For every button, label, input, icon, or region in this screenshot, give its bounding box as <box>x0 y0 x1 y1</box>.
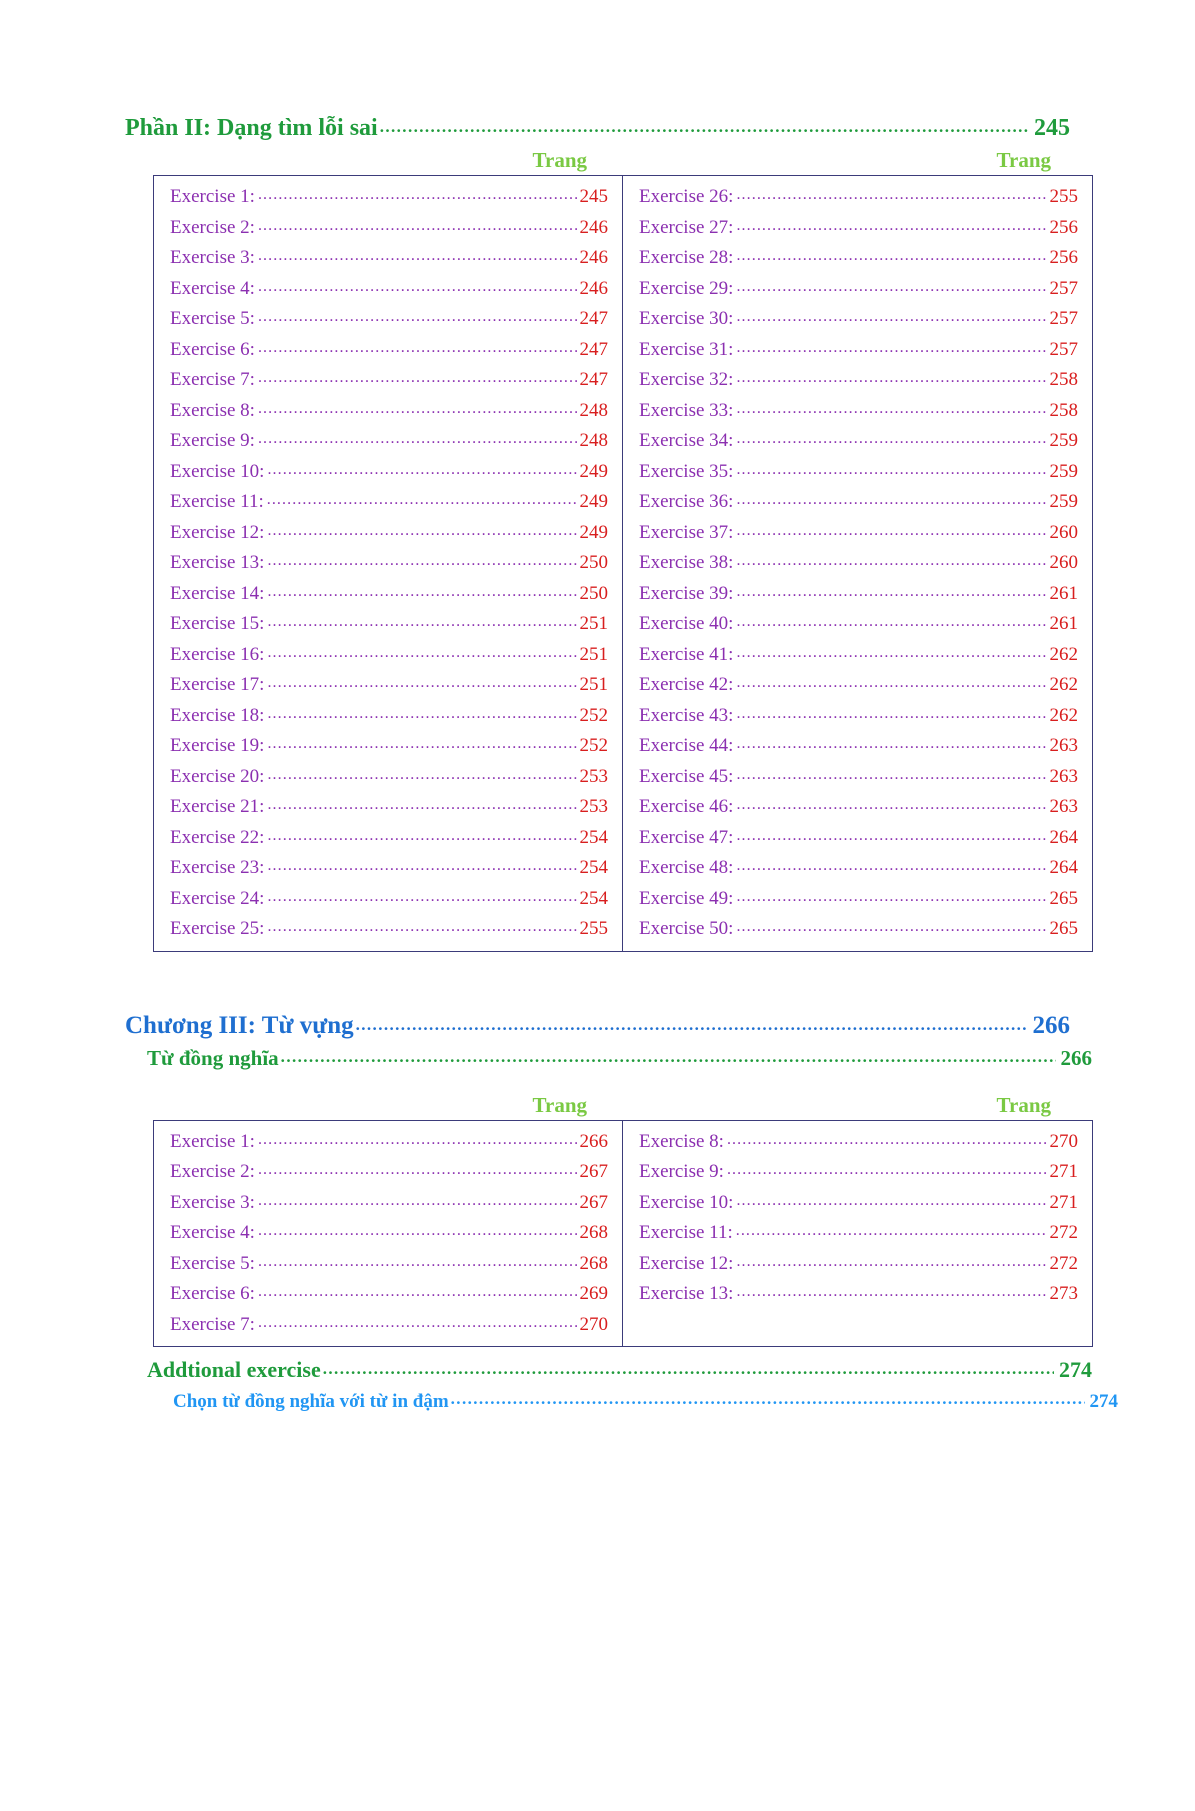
exercise-label: Exercise 8: <box>639 1130 724 1152</box>
column-header-trang-left: Trang <box>532 148 587 172</box>
dot-leader <box>727 1155 1047 1185</box>
list-item[interactable] <box>154 457 622 488</box>
exercise-page: 261 <box>1049 613 1078 634</box>
dot-leader <box>258 180 577 210</box>
dot-leader <box>258 302 577 332</box>
list-item[interactable] <box>154 792 622 823</box>
list-item[interactable] <box>623 762 1092 793</box>
exercise-page: 262 <box>1049 674 1078 695</box>
exercise-page: 255 <box>579 918 608 939</box>
exercise-page: 245 <box>579 186 608 207</box>
list-item[interactable] <box>623 213 1092 244</box>
exercise-page: 259 <box>1049 491 1078 512</box>
exercise-label: Exercise 17: <box>170 674 265 695</box>
heading-addtional-exercise-label: Addtional exercise <box>147 1357 321 1382</box>
exercise-page: 272 <box>1049 1252 1078 1274</box>
dot-leader <box>267 729 576 759</box>
exercise-label: Exercise 37: <box>639 521 734 543</box>
exercise-label: Exercise 5: <box>170 1252 255 1274</box>
list-item[interactable] <box>623 487 1092 518</box>
dot-leader <box>736 272 1046 302</box>
list-item[interactable] <box>623 335 1092 366</box>
exercise-label: Exercise 36: <box>639 491 734 512</box>
list-item[interactable] <box>623 609 1092 640</box>
dot-leader <box>258 1216 577 1246</box>
dot-leader <box>736 607 1046 637</box>
exercise-label: Exercise 25: <box>170 918 265 939</box>
dot-leader <box>258 363 577 393</box>
exercise-page: 246 <box>579 216 608 238</box>
dot-leader <box>736 699 1046 729</box>
dot-leader <box>258 1277 577 1307</box>
dot-leader <box>258 272 577 302</box>
dot-leader <box>281 1047 1056 1067</box>
exercise-label: Exercise 3: <box>170 1191 255 1213</box>
exercise-page: 250 <box>579 552 608 573</box>
list-item[interactable] <box>154 670 622 701</box>
exercise-page: 246 <box>579 277 608 299</box>
list-item[interactable] <box>154 1127 622 1158</box>
dot-leader <box>736 1216 1047 1246</box>
list-item[interactable] <box>154 701 622 732</box>
exercise-label: Exercise 1: <box>170 186 255 207</box>
exercise-page: 262 <box>1049 643 1078 665</box>
dot-leader <box>736 729 1046 759</box>
exercise-page: 268 <box>579 1222 608 1243</box>
dot-leader <box>736 333 1046 363</box>
exercise-label: Exercise 7: <box>170 369 255 390</box>
dot-leader <box>736 394 1046 424</box>
exercise-page: 247 <box>579 369 608 390</box>
list-item[interactable] <box>154 884 622 915</box>
exercise-label: Exercise 14: <box>170 582 265 604</box>
dot-leader <box>267 577 576 607</box>
exercise-column-left <box>154 1121 623 1347</box>
list-item[interactable] <box>623 426 1092 457</box>
exercise-page: 259 <box>1049 430 1078 451</box>
dot-leader <box>736 851 1046 881</box>
list-item[interactable] <box>623 1157 1092 1188</box>
dot-leader <box>736 546 1046 576</box>
list-item[interactable] <box>623 1279 1092 1310</box>
exercise-page: 247 <box>579 338 608 360</box>
dot-leader <box>736 882 1046 912</box>
list-item[interactable] <box>154 1188 622 1219</box>
exercise-page: 256 <box>1049 247 1078 268</box>
column-headers-chapter-3 <box>153 1093 1093 1118</box>
exercise-page: 249 <box>579 460 608 482</box>
exercise-label: Exercise 26: <box>639 186 734 207</box>
exercise-label: Exercise 1: <box>170 1130 255 1152</box>
exercise-label: Exercise 35: <box>639 460 734 482</box>
list-item[interactable] <box>154 548 622 579</box>
exercise-label: Exercise 32: <box>639 369 734 390</box>
exercise-column-right <box>623 176 1092 951</box>
exercise-page: 257 <box>1049 277 1078 299</box>
exercise-label: Exercise 10: <box>639 1191 734 1213</box>
exercise-label: Exercise 41: <box>639 643 734 665</box>
dot-leader <box>727 1125 1047 1155</box>
dot-leader <box>736 211 1046 241</box>
list-item[interactable] <box>154 853 622 884</box>
heading-tu-dong-nghia-label: Từ đồng nghĩa <box>147 1045 279 1070</box>
dot-leader <box>736 912 1046 942</box>
dot-leader <box>258 424 577 454</box>
exercise-page: 267 <box>579 1161 608 1182</box>
list-item[interactable] <box>154 762 622 793</box>
exercise-label: Exercise 34: <box>639 430 734 451</box>
exercise-label: Exercise 43: <box>639 704 734 726</box>
exercise-table-part-2 <box>153 175 1093 952</box>
exercise-page: 253 <box>579 765 608 787</box>
heading-part-2[interactable] <box>125 115 1070 142</box>
list-item[interactable] <box>623 792 1092 823</box>
dot-leader <box>356 1015 1028 1035</box>
dot-leader <box>323 1359 1054 1379</box>
exercise-page: 252 <box>579 704 608 726</box>
dot-leader <box>267 607 576 637</box>
list-item[interactable] <box>154 1279 622 1310</box>
list-item[interactable] <box>623 396 1092 427</box>
list-item[interactable] <box>154 365 622 396</box>
exercise-label: Exercise 9: <box>170 430 255 451</box>
exercise-label: Exercise 40: <box>639 613 734 634</box>
exercise-page: 267 <box>579 1191 608 1213</box>
dot-leader <box>736 821 1046 851</box>
exercise-page: 271 <box>1049 1161 1078 1182</box>
dot-leader <box>736 180 1046 210</box>
exercise-page: 257 <box>1049 308 1078 329</box>
dot-leader <box>258 394 577 424</box>
list-item[interactable] <box>623 701 1092 732</box>
exercise-label: Exercise 33: <box>639 399 734 421</box>
list-item[interactable] <box>154 518 622 549</box>
dot-leader <box>736 790 1046 820</box>
exercise-label: Exercise 22: <box>170 826 265 848</box>
exercise-column-left <box>154 176 623 951</box>
list-item[interactable] <box>623 548 1092 579</box>
exercise-table-chapter-3 <box>153 1120 1093 1348</box>
exercise-label: Exercise 19: <box>170 735 265 756</box>
exercise-page: 272 <box>1049 1222 1078 1243</box>
dot-leader <box>736 424 1046 454</box>
dot-leader <box>258 1308 577 1338</box>
exercise-page: 261 <box>1049 582 1078 604</box>
exercise-label: Exercise 2: <box>170 1161 255 1182</box>
exercise-page: 263 <box>1049 796 1078 817</box>
list-item[interactable] <box>623 640 1092 671</box>
list-item[interactable] <box>154 1310 622 1341</box>
exercise-page: 252 <box>579 735 608 756</box>
dot-leader <box>258 211 577 241</box>
exercise-label: Exercise 29: <box>639 277 734 299</box>
exercise-label: Exercise 11: <box>639 1222 733 1243</box>
dot-leader <box>267 851 576 881</box>
exercise-page: 251 <box>579 613 608 634</box>
dot-leader <box>267 638 576 668</box>
dot-leader <box>736 516 1046 546</box>
list-item[interactable] <box>154 640 622 671</box>
list-item[interactable] <box>623 457 1092 488</box>
heading-chapter-3-page: 266 <box>1032 1011 1070 1039</box>
heading-part-2-label: Phần II: Dạng tìm lỗi sai <box>125 115 378 141</box>
list-item[interactable] <box>154 274 622 305</box>
exercise-label: Exercise 12: <box>639 1252 734 1274</box>
exercise-page: 248 <box>579 399 608 421</box>
exercise-page: 247 <box>579 308 608 329</box>
exercise-label: Exercise 49: <box>639 887 734 909</box>
list-item[interactable] <box>623 731 1092 762</box>
exercise-label: Exercise 6: <box>170 1283 255 1304</box>
exercise-page: 265 <box>1049 887 1078 909</box>
exercise-page: 264 <box>1049 826 1078 848</box>
list-item[interactable] <box>623 243 1092 274</box>
exercise-label: Exercise 45: <box>639 765 734 787</box>
exercise-label: Exercise 28: <box>639 247 734 268</box>
exercise-page: 254 <box>579 857 608 878</box>
exercise-page: 259 <box>1049 460 1078 482</box>
heading-tu-dong-nghia[interactable] <box>125 1046 1092 1071</box>
spacer <box>125 1071 1070 1089</box>
exercise-page: 255 <box>1049 186 1078 207</box>
list-item[interactable] <box>623 274 1092 305</box>
exercise-page: 249 <box>579 521 608 543</box>
list-item[interactable] <box>154 731 622 762</box>
exercise-label: Exercise 39: <box>639 582 734 604</box>
exercise-label: Exercise 42: <box>639 674 734 695</box>
exercise-label: Exercise 15: <box>170 613 265 634</box>
dot-leader <box>451 1389 1085 1409</box>
exercise-page: 262 <box>1049 704 1078 726</box>
exercise-label: Exercise 12: <box>170 521 265 543</box>
dot-leader <box>267 821 576 851</box>
dot-leader <box>258 1125 577 1155</box>
dot-leader <box>258 1155 577 1185</box>
exercise-page: 251 <box>579 674 608 695</box>
list-item[interactable] <box>623 579 1092 610</box>
exercise-page: 271 <box>1049 1191 1078 1213</box>
exercise-label: Exercise 50: <box>639 918 734 939</box>
dot-leader <box>258 333 577 363</box>
exercise-label: Exercise 16: <box>170 643 265 665</box>
exercise-page: 270 <box>1049 1130 1078 1152</box>
dot-leader <box>258 241 577 271</box>
exercise-page: 254 <box>579 887 608 909</box>
column-header-trang-right: Trang <box>996 1092 1051 1117</box>
dot-leader <box>736 363 1046 393</box>
exercise-page: 249 <box>579 491 608 512</box>
heading-chon-tu-dong-nghia-page: 274 <box>1089 1391 1118 1412</box>
exercise-label: Exercise 18: <box>170 704 265 726</box>
list-item[interactable] <box>623 1218 1092 1249</box>
exercise-page: 263 <box>1049 735 1078 756</box>
dot-leader <box>267 485 577 515</box>
dot-leader <box>267 699 576 729</box>
exercise-label: Exercise 46: <box>639 796 734 817</box>
exercise-label: Exercise 44: <box>639 735 734 756</box>
exercise-label: Exercise 31: <box>639 338 734 360</box>
column-header-trang-left: Trang <box>532 1092 587 1117</box>
exercise-label: Exercise 8: <box>170 399 255 421</box>
list-item[interactable] <box>154 1157 622 1188</box>
list-item[interactable] <box>154 182 622 213</box>
heading-addtional-exercise-page: 274 <box>1059 1357 1092 1382</box>
dot-leader <box>736 760 1046 790</box>
exercise-label: Exercise 23: <box>170 857 265 878</box>
exercise-page: 258 <box>1049 399 1078 421</box>
exercise-page: 248 <box>579 430 608 451</box>
exercise-label: Exercise 7: <box>170 1313 255 1335</box>
exercise-page: 256 <box>1049 216 1078 238</box>
dot-leader <box>267 912 576 942</box>
exercise-label: Exercise 10: <box>170 460 265 482</box>
exercise-label: Exercise 21: <box>170 796 265 817</box>
list-item[interactable] <box>623 1249 1092 1280</box>
exercise-label: Exercise 20: <box>170 765 265 787</box>
exercise-label: Exercise 47: <box>639 826 734 848</box>
exercise-page: 251 <box>579 643 608 665</box>
exercise-page: 270 <box>579 1313 608 1335</box>
heading-addtional-exercise[interactable] <box>125 1357 1092 1383</box>
list-item[interactable] <box>623 304 1092 335</box>
exercise-page: 264 <box>1049 857 1078 878</box>
column-header-trang-right: Trang <box>996 148 1051 172</box>
list-item[interactable] <box>623 914 1092 945</box>
list-item[interactable] <box>623 823 1092 854</box>
exercise-label: Exercise 5: <box>170 308 255 329</box>
list-item[interactable] <box>154 304 622 335</box>
heading-tu-dong-nghia-page: 266 <box>1060 1045 1092 1070</box>
heading-part-2-page: 245 <box>1034 115 1070 141</box>
list-item[interactable] <box>154 396 622 427</box>
exercise-page: 258 <box>1049 369 1078 390</box>
list-item[interactable] <box>154 426 622 457</box>
heading-chapter-3[interactable] <box>125 1012 1070 1040</box>
exercise-label: Exercise 13: <box>639 1283 734 1304</box>
dot-leader <box>736 241 1046 271</box>
exercise-page: 250 <box>579 582 608 604</box>
exercise-page: 268 <box>579 1252 608 1274</box>
exercise-page: 266 <box>579 1130 608 1152</box>
exercise-page: 257 <box>1049 338 1078 360</box>
exercise-page: 260 <box>1049 552 1078 573</box>
dot-leader <box>736 455 1046 485</box>
dot-leader <box>736 668 1046 698</box>
dot-leader <box>380 117 1029 137</box>
list-item[interactable] <box>154 335 622 366</box>
list-item[interactable] <box>623 1188 1092 1219</box>
exercise-label: Exercise 9: <box>639 1161 724 1182</box>
exercise-label: Exercise 4: <box>170 277 255 299</box>
list-item[interactable] <box>154 243 622 274</box>
dot-leader <box>267 668 576 698</box>
dot-leader <box>736 485 1046 515</box>
dot-leader <box>267 455 576 485</box>
heading-chon-tu-dong-nghia-label: Chọn từ đồng nghĩa với từ in đậm <box>173 1391 449 1412</box>
list-item[interactable] <box>154 1249 622 1280</box>
dot-leader <box>258 1247 577 1277</box>
exercise-page: 269 <box>579 1283 608 1304</box>
list-item[interactable] <box>623 1127 1092 1158</box>
list-item[interactable] <box>623 182 1092 213</box>
exercise-page: 246 <box>579 247 608 268</box>
list-item[interactable] <box>623 853 1092 884</box>
list-item[interactable] <box>623 365 1092 396</box>
dot-leader <box>267 882 576 912</box>
list-item[interactable] <box>623 670 1092 701</box>
dot-leader <box>267 516 576 546</box>
exercise-label: Exercise 11: <box>170 491 264 512</box>
exercise-page: 260 <box>1049 521 1078 543</box>
exercise-page: 263 <box>1049 765 1078 787</box>
list-item[interactable] <box>154 914 622 945</box>
dot-leader <box>736 1186 1046 1216</box>
dot-leader <box>736 302 1046 332</box>
section-spacer <box>125 952 1070 1010</box>
list-item[interactable] <box>154 1218 622 1249</box>
exercise-label: Exercise 2: <box>170 216 255 238</box>
exercise-page: 254 <box>579 826 608 848</box>
exercise-page: 253 <box>579 796 608 817</box>
dot-leader <box>736 638 1046 668</box>
exercise-label: Exercise 6: <box>170 338 255 360</box>
list-item[interactable] <box>623 518 1092 549</box>
dot-leader <box>258 1186 577 1216</box>
exercise-label: Exercise 27: <box>639 216 734 238</box>
list-item[interactable] <box>154 609 622 640</box>
list-item[interactable] <box>154 487 622 518</box>
dot-leader <box>267 546 576 576</box>
dot-leader <box>267 760 576 790</box>
dot-leader <box>267 790 576 820</box>
list-item[interactable] <box>154 823 622 854</box>
exercise-label: Exercise 30: <box>639 308 734 329</box>
list-item[interactable] <box>623 884 1092 915</box>
dot-leader <box>736 577 1046 607</box>
exercise-label: Exercise 3: <box>170 247 255 268</box>
column-headers-part-2 <box>153 148 1093 173</box>
exercise-label: Exercise 13: <box>170 552 265 573</box>
list-item[interactable] <box>154 579 622 610</box>
exercise-label: Exercise 48: <box>639 857 734 878</box>
exercise-column-right <box>623 1121 1092 1347</box>
exercise-label: Exercise 24: <box>170 887 265 909</box>
exercise-label: Exercise 38: <box>639 552 734 573</box>
heading-chapter-3-label: Chương III: Từ vựng <box>125 1011 354 1039</box>
exercise-label: Exercise 4: <box>170 1222 255 1243</box>
exercise-page: 265 <box>1049 918 1078 939</box>
dot-leader <box>736 1247 1046 1277</box>
heading-chon-tu-dong-nghia[interactable] <box>125 1391 1118 1413</box>
exercise-page: 273 <box>1049 1283 1078 1304</box>
list-item[interactable] <box>154 213 622 244</box>
dot-leader <box>736 1277 1046 1307</box>
